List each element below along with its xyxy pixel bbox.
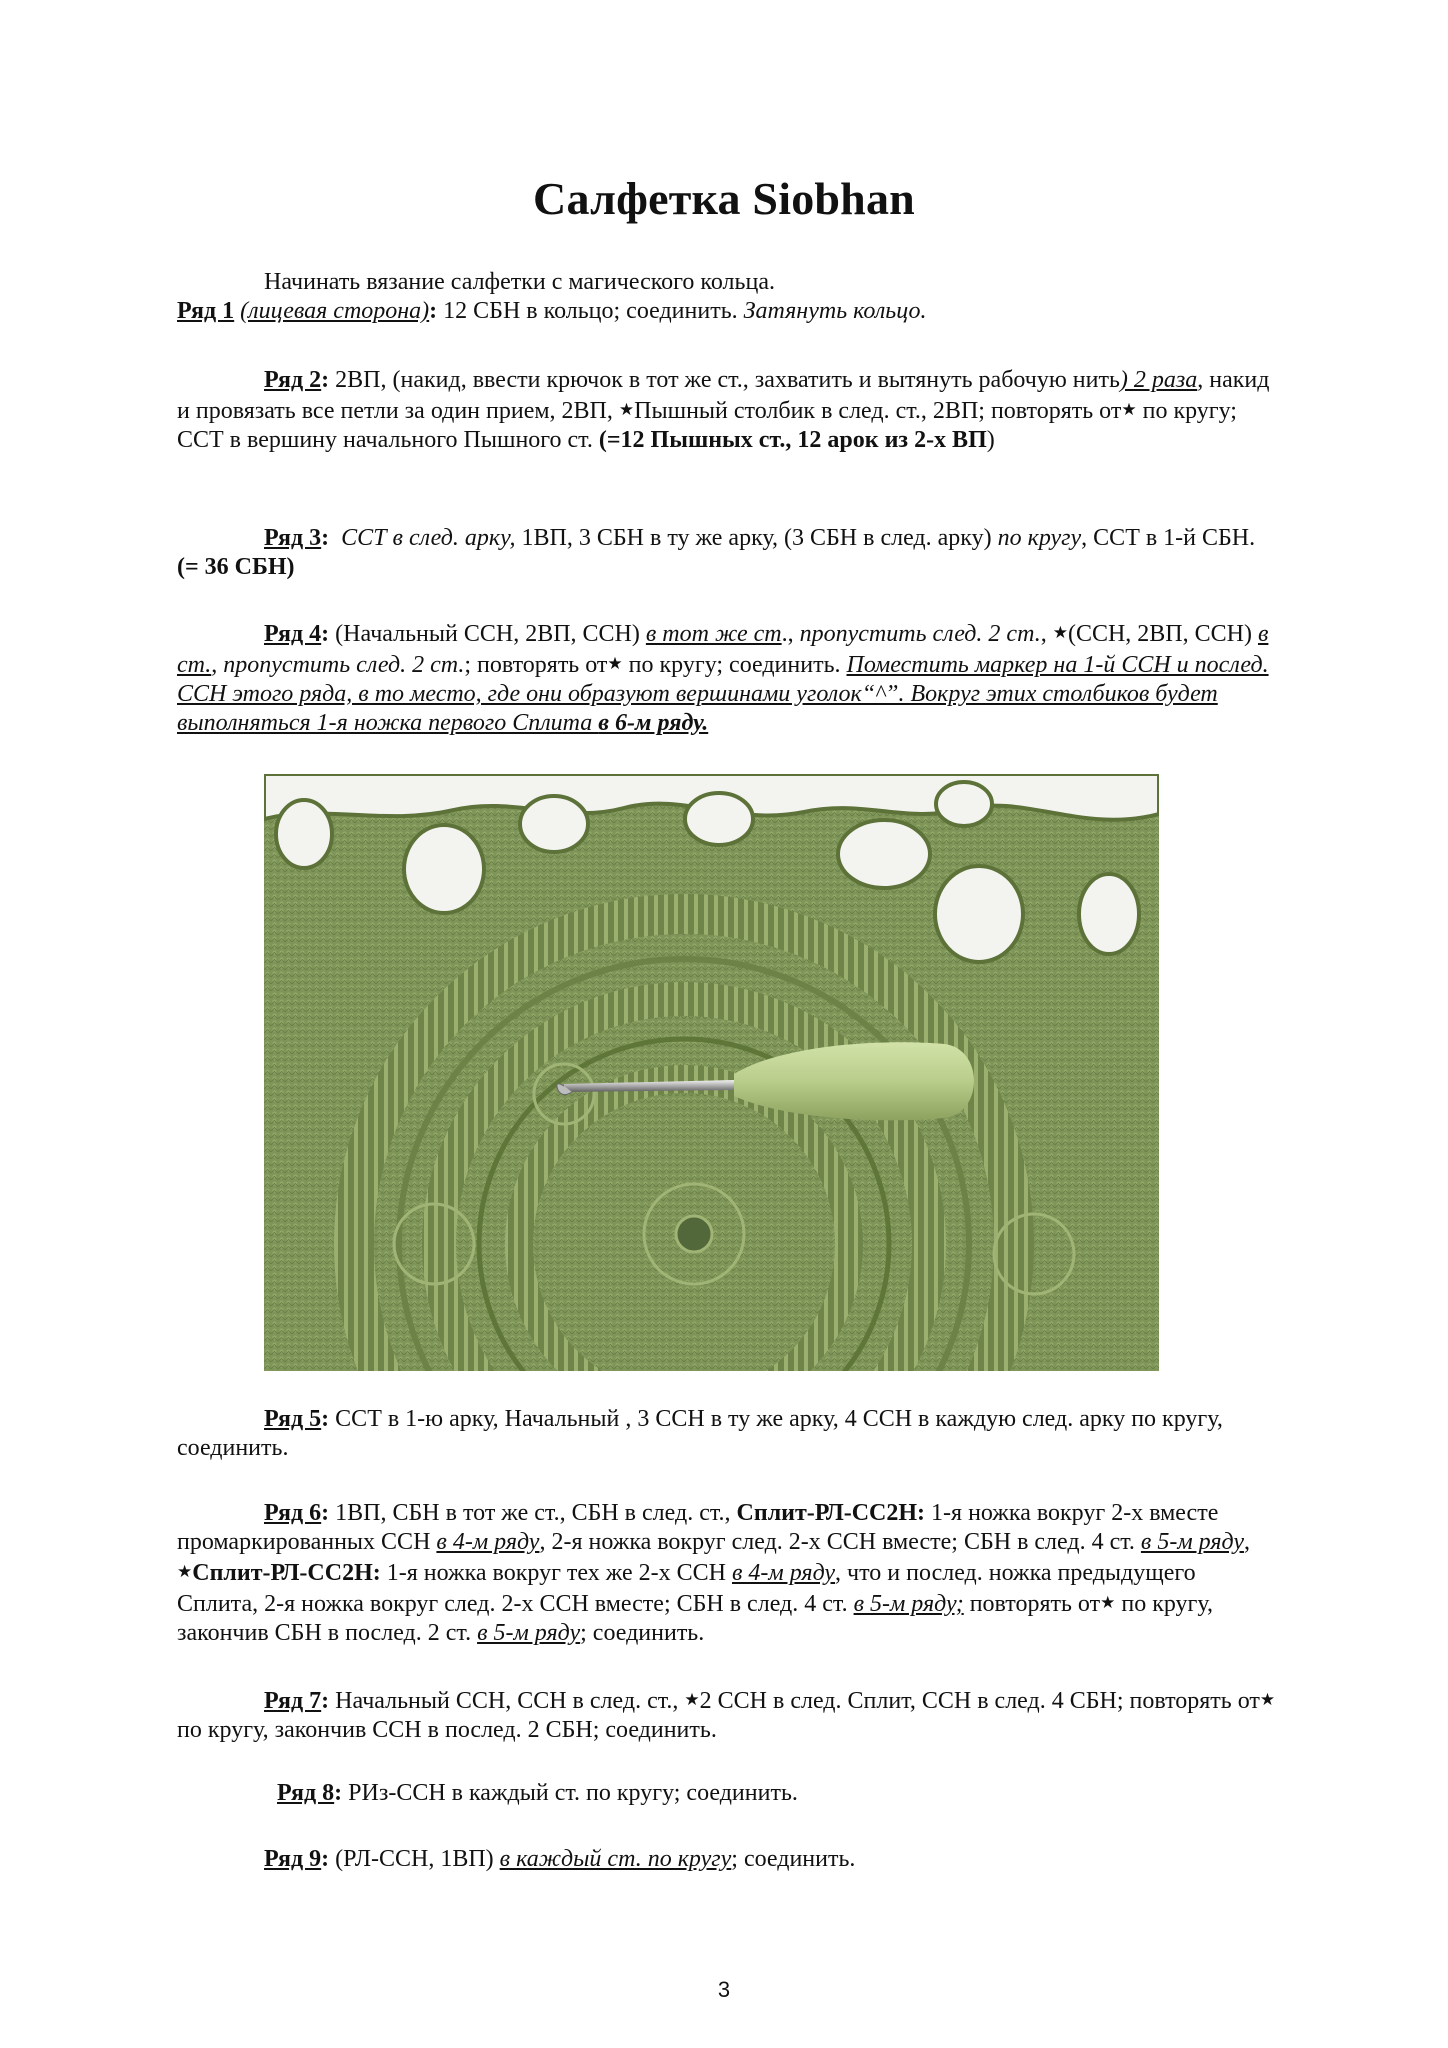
star-marker-icon: ★ — [177, 1562, 193, 1581]
row-label: Ряд 5 — [264, 1406, 322, 1432]
doily-photo — [264, 774, 1159, 1371]
row-label: Ряд 8 — [277, 1780, 335, 1806]
row-label: Ряд 9 — [264, 1846, 322, 1872]
star-marker-icon: ★ — [1052, 623, 1068, 642]
row-label: Ряд 2 — [264, 367, 322, 393]
row-label: Ряд 1 — [177, 298, 235, 324]
row-2-paragraph: Ряд 2: 2ВП, (накид, ввести крючок в тот же ст., захватить и вытянуть рабочую нить) 2 раза, накид и провязать все петли за один прием, 2ВП, ★Пышный столбик в след. ст., 2ВП; повторять от★ по кругу; ССТ в вершину начального Пышного ст. (=12 Пышных ст., 12 арок из 2-х ВП) — [177, 367, 1270, 453]
intro-paragraph: Начинать вязание салфетки с магического кольца. Ряд 1 (лицевая сторона): 12 СБН в кольцо; соединить. Затянуть кольцо. — [177, 269, 927, 324]
row-7-paragraph: Ряд 7: Начальный ССН, ССН в след. ст., ★2 ССН в след. Сплит, ССН в след. 4 СБН; повторять от★ по кругу, закончив ССН в послед. 2 СБН; соединить. — [177, 1688, 1276, 1743]
page-title: Салфетка Siobhan — [533, 173, 915, 224]
star-marker-icon: ★ — [684, 1690, 700, 1709]
row-8-paragraph: Ряд 8: РИз-ССН в каждый ст. по кругу; соединить. — [277, 1780, 798, 1806]
star-marker-icon: ★ — [618, 400, 635, 419]
row-label: Ряд 6 — [264, 1500, 322, 1526]
row-label: Ряд 7 — [264, 1688, 322, 1714]
star-marker-icon: ★ — [607, 654, 623, 673]
page-number: 3 — [717, 1977, 731, 2002]
row-3-paragraph: Ряд 3: ССТ в след. арку, 1ВП, 3 СБН в ту же арку, (3 СБН в след. арку) по кругу, ССТ в 1-й СБН. (= 36 СБН) — [177, 525, 1256, 580]
star-marker-icon: ★ — [1100, 1593, 1116, 1612]
row-6-paragraph: Ряд 6: 1ВП, СБН в тот же ст., СБН в след. ст., Сплит-РЛ-СС2Н: 1-я ножка вокруг 2-х вместе промаркированных ССН в 4-м ряду, 2-я ножка вокруг след. 2-х ССН вместе; СБН в след. 4 ст. в 5-м ряду, ★Сплит-РЛ-СС2Н: 1-я ножка вокруг тех же 2-х ССН в 4-м ряду, что и послед. ножка предыдущего Сплита, 2-я ножка вокруг след. 2-х ССН вместе; СБН в след. 4 ст. в 5-м ряду; повторять от★ по кругу, закончив СБН в послед. 2 ст. в 5-м ряду; соединить. — [177, 1500, 1250, 1646]
star-marker-icon: ★ — [1259, 1690, 1276, 1709]
row-label: Ряд 4 — [264, 621, 322, 647]
row-label: Ряд 3 — [264, 525, 322, 551]
row-5-paragraph: Ряд 5: ССТ в 1-ю арку, Начальный , 3 ССН в ту же арку, 4 ССН в каждую след. арку по кругу, соединить. — [177, 1406, 1223, 1461]
row-9-paragraph: Ряд 9: (РЛ-ССН, 1ВП) в каждый ст. по кругу; соединить. — [264, 1846, 856, 1872]
row-4-paragraph: Ряд 4: (Начальный ССН, 2ВП, ССН) в тот же ст., пропустить след. 2 ст., ★(ССН, 2ВП, ССН) в ст., пропустить след. 2 ст.; повторять от★ по кругу; соединить. Поместить маркер на 1-й ССН и послед. ССН этого ряда, в то место, где они образуют вершинами уголок“^”. Вокруг этих столбиков будет выполняться 1-я ножка первого Сплита в 6-м ряду. — [177, 621, 1269, 736]
star-marker-icon: ★ — [1121, 400, 1137, 419]
